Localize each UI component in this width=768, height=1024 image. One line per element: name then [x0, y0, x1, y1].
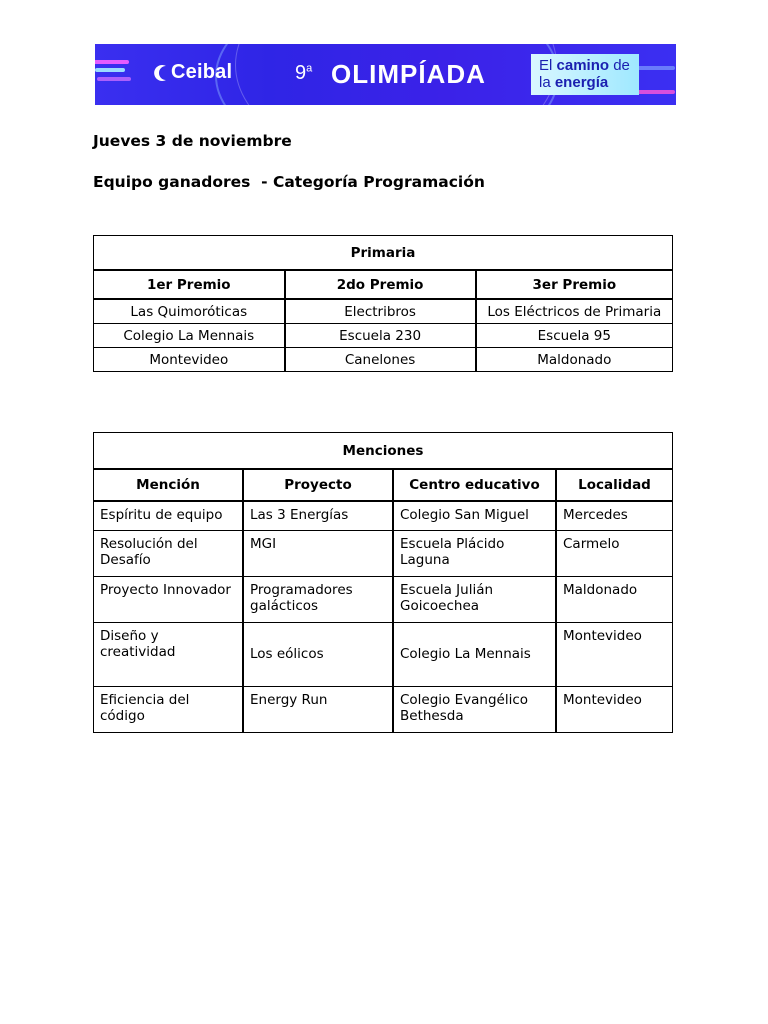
header-banner — [95, 44, 676, 105]
column-header: Proyecto — [243, 469, 393, 501]
table-cell: MGI — [243, 530, 393, 576]
table-cell: Mercedes — [556, 501, 673, 530]
column-header: Localidad — [556, 469, 673, 501]
table-row — [94, 686, 673, 732]
table-cell: Colegio La Mennais — [94, 324, 285, 348]
banner-title: OLIMPÍADA — [331, 59, 486, 89]
brand-name: Ceibal — [171, 61, 233, 83]
table-cell: Escuela 95 — [476, 324, 673, 348]
table-cell: Eficiencia del código — [94, 686, 244, 732]
banner-streak-decoration — [95, 68, 125, 72]
table-cell: Carmelo — [556, 530, 673, 576]
table-caption: Menciones — [94, 433, 673, 470]
banner-streak-decoration — [97, 77, 131, 81]
column-header: Centro educativo — [393, 469, 556, 501]
table-cell: Resolución del Desafío — [94, 530, 244, 576]
table-cell: Los eólicos — [243, 622, 393, 686]
ceibal-logo-icon — [153, 64, 171, 82]
table-cell: Maldonado — [476, 348, 673, 372]
table-row — [94, 501, 673, 530]
table-cell: Colegio Evangélico Bethesda — [393, 686, 556, 732]
date-heading: Jueves 3 de noviembre — [93, 132, 292, 150]
menciones-table — [93, 432, 673, 733]
table-cell: Los Eléctricos de Primaria — [476, 299, 673, 324]
table-row — [94, 324, 673, 348]
table-cell: Las 3 Energías — [243, 501, 393, 530]
column-header: 3er Premio — [476, 270, 673, 299]
table-cell: Diseño y creatividad — [94, 622, 244, 686]
primaria-table — [93, 235, 673, 372]
table-cell: Colegio La Mennais — [393, 622, 556, 686]
table-cell: Montevideo — [94, 348, 285, 372]
table-cell: Montevideo — [556, 622, 673, 686]
table-row — [94, 348, 673, 372]
table-caption: Primaria — [94, 236, 673, 271]
edition-number: 9$^a$ — [295, 62, 313, 84]
table-row — [94, 530, 673, 576]
table-row — [94, 622, 673, 686]
banner-tagline: El camino de la energía — [531, 54, 639, 95]
table-cell: Montevideo — [556, 686, 673, 732]
column-header: Mención — [94, 469, 244, 501]
category-heading: Equipo ganadores - Categoría Programación — [93, 173, 485, 191]
table-cell: Escuela Plácido Laguna — [393, 530, 556, 576]
table-cell: Espíritu de equipo — [94, 501, 244, 530]
table-row — [94, 299, 673, 324]
table-cell: Proyecto Innovador — [94, 576, 244, 622]
table-cell: Canelones — [285, 348, 476, 372]
table-cell: Energy Run — [243, 686, 393, 732]
table-cell: Escuela Julián Goicoechea — [393, 576, 556, 622]
table-cell: Electribros — [285, 299, 476, 324]
table-cell: Programadores galácticos — [243, 576, 393, 622]
column-header: 2do Premio — [285, 270, 476, 299]
table-cell: Maldonado — [556, 576, 673, 622]
table-cell: Escuela 230 — [285, 324, 476, 348]
banner-streak-decoration — [95, 60, 129, 64]
table-cell: Las Quimoróticas — [94, 299, 285, 324]
table-cell: Colegio San Miguel — [393, 501, 556, 530]
column-header: 1er Premio — [94, 270, 285, 299]
table-row — [94, 576, 673, 622]
